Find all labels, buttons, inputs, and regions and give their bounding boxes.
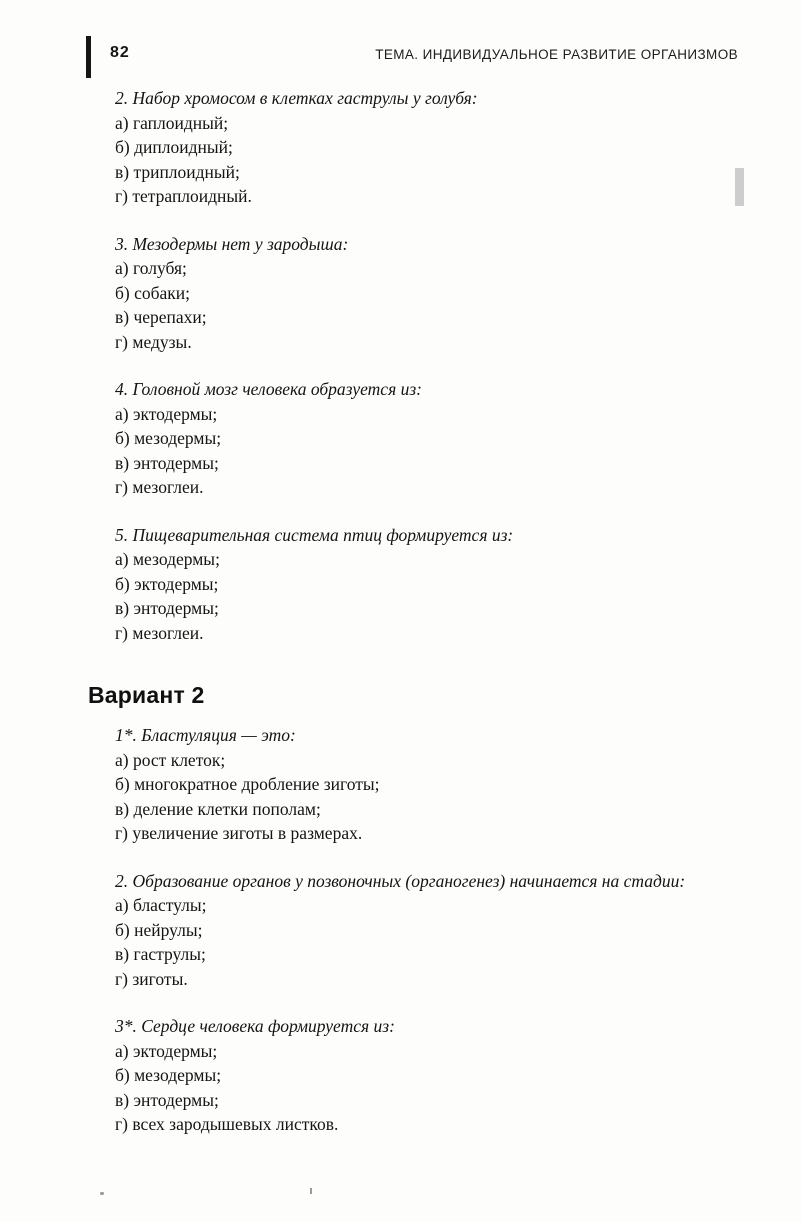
question-option: а) гаплоидный; <box>115 112 229 133</box>
question-option: в) энтодермы; <box>115 598 219 618</box>
question-option: б) нейрулы; <box>115 919 203 940</box>
question-option: г) всех зародышевых листков. <box>115 1114 339 1135</box>
question-option: а) голубя; <box>115 258 187 278</box>
question-option: г) медузы. <box>115 331 192 352</box>
page-content <box>88 86 740 1160</box>
question <box>88 869 740 992</box>
question-option: г) мезоглеи. <box>115 622 204 643</box>
question-option: а) рост клеток; <box>115 749 226 770</box>
question-option: г) увеличение зиготы в размерах. <box>115 823 363 844</box>
question-stem: 3. Мезодермы нет у зародыша: <box>115 233 349 254</box>
question-option: в) черепахи; <box>115 307 207 327</box>
question-option: в) энтодермы; <box>115 452 219 473</box>
question-option: в) гаструлы; <box>115 944 206 965</box>
question-option: б) диплоидный; <box>115 137 233 157</box>
question-option: г) зиготы. <box>115 968 188 989</box>
question-option: в) деление клетки пополам; <box>115 798 321 819</box>
question-stem: 2. Набор хромосом в клетках гаструлы у голубя: <box>115 88 478 108</box>
question-stem: 5. Пищеварительная система птиц формируется из: <box>115 524 514 545</box>
question <box>88 232 740 355</box>
variant-2-heading: Вариант 2 <box>88 682 205 708</box>
question-stem: 3*. Сердце человека формируется из: <box>115 1016 395 1037</box>
question-option: а) эктодермы; <box>115 1040 218 1061</box>
question <box>88 1014 740 1137</box>
question-option: б) собаки; <box>115 282 191 303</box>
question-stem: 4. Головной мозг человека образуется из: <box>115 379 422 399</box>
margin-bar <box>86 36 91 78</box>
question <box>88 523 740 646</box>
question <box>88 377 740 500</box>
question-option: г) мезоглеи. <box>115 477 204 497</box>
question-option: б) мезодермы; <box>115 428 222 448</box>
page-number: 82 <box>110 44 130 61</box>
question-option: б) эктодермы; <box>115 573 219 594</box>
question-stem: 1*. Бластуляция — это: <box>115 725 296 746</box>
question-stem: 2. Образование органов у позвоночных (органогенез) начинается на стадии: <box>115 870 686 891</box>
question-option: в) энтодермы; <box>115 1089 219 1110</box>
running-head: ТЕМА. ИНДИВИДУАЛЬНОЕ РАЗВИТИЕ ОРГАНИЗМОВ <box>375 47 738 62</box>
question-option: б) мезодермы; <box>115 1065 222 1086</box>
stray-mark <box>100 1192 104 1195</box>
stray-mark <box>310 1188 312 1194</box>
question-option: г) тетраплоидный. <box>115 186 252 206</box>
question-option: б) многократное дробление зиготы; <box>115 774 380 795</box>
question <box>88 723 740 846</box>
question-option: в) триплоидный; <box>115 161 240 182</box>
question-option: а) эктодермы; <box>115 403 218 424</box>
question-option: а) бластулы; <box>115 895 207 916</box>
question-option: а) мезодермы; <box>115 549 220 569</box>
question <box>88 86 740 209</box>
